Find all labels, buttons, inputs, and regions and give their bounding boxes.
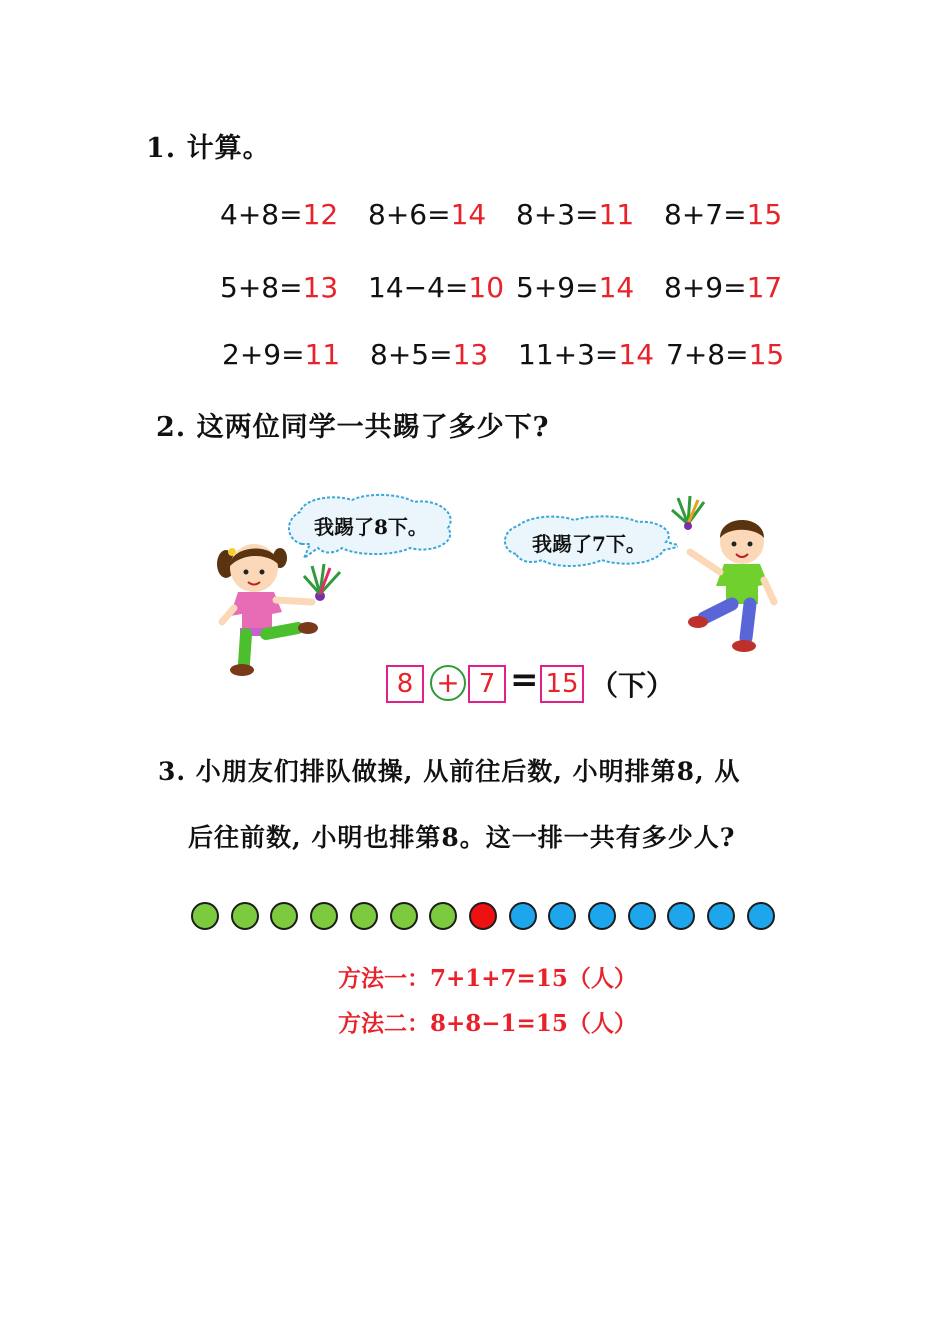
equation-addend-b: 7 bbox=[468, 665, 506, 703]
green-dot bbox=[270, 902, 298, 930]
equation-plus-operator: + bbox=[430, 665, 466, 701]
calc-answer: 11 bbox=[598, 198, 635, 231]
boy-bubble-text: 我踢了7下。 bbox=[532, 532, 646, 556]
calc-answer: 17 bbox=[746, 271, 783, 304]
calc-item: 14−4=10 bbox=[368, 271, 505, 304]
calc-item: 11+3=14 bbox=[518, 338, 655, 371]
calc-item: 4+8=12 bbox=[220, 198, 339, 231]
green-dot bbox=[231, 902, 259, 930]
calc-answer: 13 bbox=[452, 338, 489, 371]
section3-text-line2: 后往前数, 小明也排第8。这一排一共有多少人? bbox=[188, 823, 736, 852]
calc-answer: 12 bbox=[302, 198, 339, 231]
method-one: 方法一：7+1+7=15（人） bbox=[338, 965, 637, 992]
calc-item: 8+9=17 bbox=[664, 271, 783, 304]
section3-text-line1: 3. 小朋友们排队做操, 从前往后数, 小明排第8, 从 bbox=[158, 757, 741, 786]
calc-answer: 11 bbox=[304, 338, 341, 371]
calc-answer: 13 bbox=[302, 271, 339, 304]
green-dot bbox=[191, 902, 219, 930]
method-two: 方法二：8+8−1=15（人） bbox=[338, 1010, 637, 1037]
blue-dot bbox=[667, 902, 695, 930]
section2-title: 2. 这两位同学一共踢了多少下? bbox=[156, 412, 550, 443]
green-dot bbox=[390, 902, 418, 930]
blue-dot bbox=[509, 902, 537, 930]
blue-dot bbox=[588, 902, 616, 930]
equation-unit: （下） bbox=[590, 669, 675, 702]
calc-item: 8+6=14 bbox=[368, 198, 487, 231]
green-dot bbox=[429, 902, 457, 930]
red-dot-xiaoming bbox=[469, 902, 497, 930]
green-dot bbox=[310, 902, 338, 930]
girl-bubble-text: 我踢了8下。 bbox=[314, 515, 428, 539]
calc-item: 2+9=11 bbox=[222, 338, 341, 371]
girl-kicking-shuttlecock-illustration bbox=[216, 538, 352, 678]
green-dot bbox=[350, 902, 378, 930]
calc-answer: 15 bbox=[746, 198, 783, 231]
boy-kicking-shuttlecock-illustration bbox=[664, 494, 784, 654]
blue-dot bbox=[707, 902, 735, 930]
equation-result: 15 bbox=[540, 665, 584, 703]
calc-item: 8+3=11 bbox=[516, 198, 635, 231]
calc-answer: 14 bbox=[598, 271, 635, 304]
calc-item: 8+5=13 bbox=[370, 338, 489, 371]
blue-dot bbox=[548, 902, 576, 930]
blue-dot bbox=[747, 902, 775, 930]
calc-answer: 15 bbox=[748, 338, 785, 371]
calc-answer: 14 bbox=[450, 198, 487, 231]
equation-addend-a: 8 bbox=[386, 665, 424, 703]
calc-item: 7+8=15 bbox=[666, 338, 785, 371]
equation-equals-sign: = bbox=[510, 660, 539, 700]
calc-item: 5+9=14 bbox=[516, 271, 635, 304]
calc-answer: 14 bbox=[618, 338, 655, 371]
calc-item: 5+8=13 bbox=[220, 271, 339, 304]
blue-dot bbox=[628, 902, 656, 930]
calc-answer: 10 bbox=[468, 271, 505, 304]
calc-item: 8+7=15 bbox=[664, 198, 783, 231]
section1-title: 1. 计算。 bbox=[146, 133, 271, 164]
